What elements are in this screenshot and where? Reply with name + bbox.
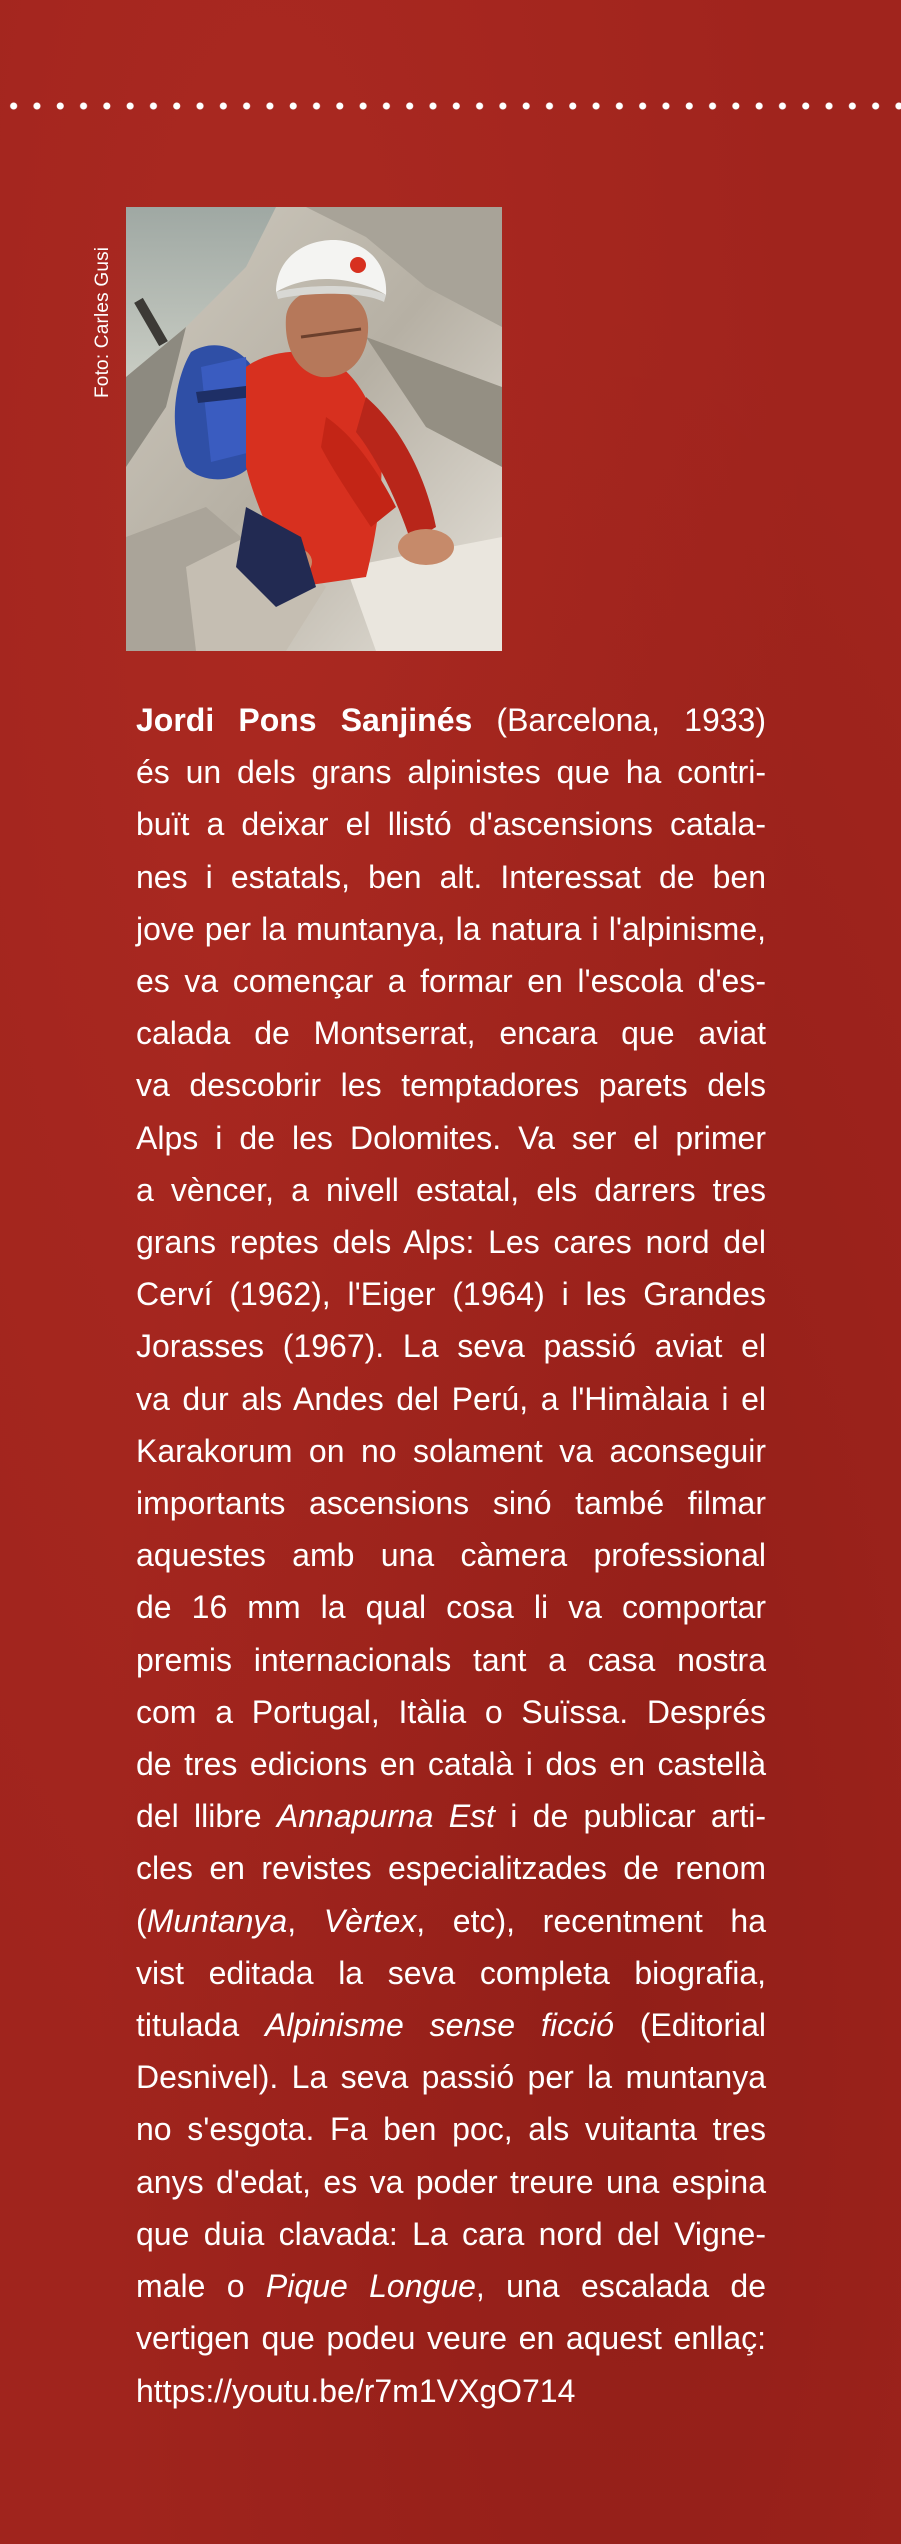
bio-line: de tres edicions en català i dos en castellà (136, 1746, 766, 1783)
photo-credit: Foto: Carles Gusi (92, 246, 113, 398)
bio-line: titulada Alpinisme sense ficció (Editorial (136, 2007, 767, 2044)
bio-line: nes i estatals, ben alt. Interessat de ben (136, 858, 766, 895)
bio-line: va descobrir les temptadores parets dels (136, 1067, 766, 1104)
bio-line: vertigen que podeu veure en aquest enllaç: (136, 2320, 766, 2357)
bio-line: anys d'edat, es va poder treure una espina (136, 2163, 766, 2200)
biography-text (136, 694, 766, 2417)
bio-line: Desnivel). La seva passió per la muntanya (136, 2059, 766, 2096)
bio-line: Cerví (1962), l'Eiger (1964) i les Grandes (136, 1276, 766, 1313)
hand (398, 529, 454, 565)
bio-line: de 16 mm la qual cosa li va comportar (136, 1589, 766, 1626)
magazine-title: Muntanya (146, 1902, 288, 1939)
bio-line: vist editada la seva completa biografia, (136, 1954, 766, 1991)
bio-line: cles en revistes especialitzades de renom (136, 1850, 766, 1887)
bio-line: grans reptes dels Alps: Les cares nord del (136, 1224, 766, 1261)
route-name: Pique Longue (265, 2268, 476, 2305)
bio-line: jove per la muntanya, la natura i l'alpinisme, (136, 910, 766, 947)
bio-line: Karakorum on no solament va aconseguir (136, 1432, 766, 1469)
book-title: Annapurna Est (276, 1798, 495, 1835)
bio-line: buït a deixar el llistó d'ascensions catala- (136, 806, 766, 843)
bio-line: (Muntanya, Vèrtex, etc), recentment ha (136, 1902, 767, 1939)
climber-illustration (126, 207, 502, 651)
bio-line: que duia clavada: La cara nord del Vigne- (136, 2215, 766, 2252)
bio-line: Jordi Pons Sanjinés (Barcelona, 1933) (136, 702, 766, 738)
bio-line: Jorasses (1967). La seva passió aviat el (136, 1328, 766, 1365)
bio-line: va dur als Andes del Perú, a l'Himàlaia i el (136, 1380, 766, 1417)
dotted-separator (0, 100, 901, 112)
climber-photo (126, 207, 502, 651)
bio-line: es va començar a formar en l'escola d'es- (136, 963, 766, 1000)
bio-line: Alps i de les Dolomites. Va ser el primer (136, 1119, 766, 1156)
person-name: Jordi Pons Sanjinés (136, 702, 473, 738)
bio-line: calada de Montserrat, encara que aviat (136, 1015, 766, 1052)
magazine-title: Vèrtex (323, 1902, 417, 1939)
biography-title: Alpinisme sense ficció (265, 2007, 614, 2044)
bio-line: aquestes amb una càmera professional (136, 1537, 766, 1574)
bio-line: no s'esgota. Fa ben poc, als vuitanta tres (136, 2111, 766, 2148)
bio-line: com a Portugal, Itàlia o Suïssa. Després (136, 1693, 766, 1730)
bio-line: del llibre Annapurna Est i de publicar arti- (136, 1798, 767, 1835)
bio-line: male o Pique Longue, una escalada de (136, 2268, 766, 2305)
bio-line: a vèncer, a nivell estatal, els darrers tres (136, 1171, 766, 1208)
bio-line: importants ascensions sinó també filmar (136, 1485, 766, 1522)
video-link[interactable]: https://youtu.be/r7m1VXgO714 (136, 2372, 576, 2409)
bio-line: és un dels grans alpinistes que ha contri- (136, 754, 766, 791)
bio-line: premis internacionals tant a casa nostra (136, 1641, 766, 1678)
